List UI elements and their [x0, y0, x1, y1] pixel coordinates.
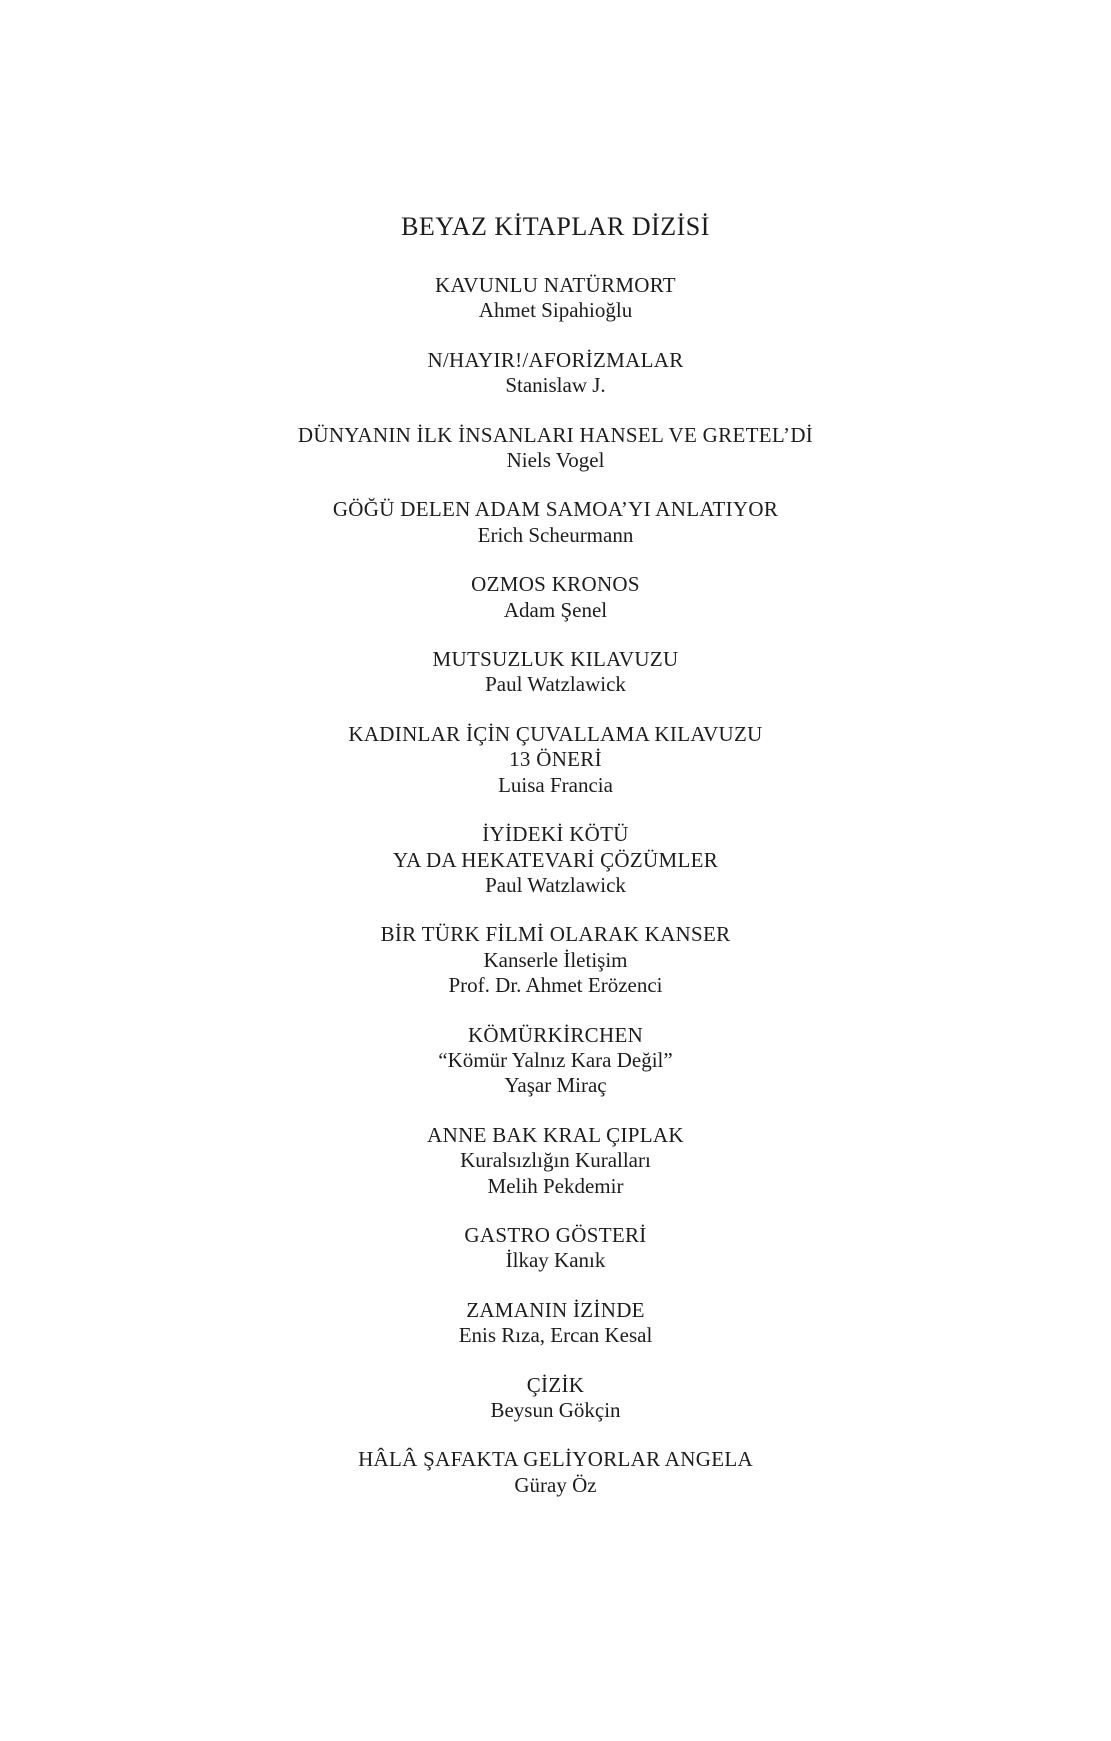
book-title: ÇİZİK	[526, 1372, 585, 1397]
series-title: BEYAZ KİTAPLAR DİZİSİ	[401, 212, 710, 241]
book-entry	[0, 497, 1111, 548]
book-author: Luisa Francia	[498, 772, 613, 797]
book-title: YA DA HEKATEVARİ ÇÖZÜMLER	[392, 847, 719, 872]
book-author: Paul Watzlawick	[485, 672, 626, 697]
book-title: KÖMÜRKİRCHEN	[467, 1022, 644, 1047]
book-author: Adam Şenel	[503, 597, 608, 622]
book-entry	[0, 1298, 1111, 1349]
book-title: ANNE BAK KRAL ÇIPLAK	[427, 1122, 684, 1147]
book-title: BİR TÜRK FİLMİ OLARAK KANSER	[380, 922, 731, 947]
book-entry	[0, 348, 1111, 399]
book-author: Paul Watzlawick	[485, 872, 626, 897]
book-entry	[0, 1023, 1111, 1099]
book-title: 13 ÖNERİ	[509, 747, 602, 772]
book-entry	[0, 1223, 1111, 1274]
book-author: İlkay Kanık	[505, 1248, 606, 1273]
book-entry	[0, 922, 1111, 998]
book-title: MUTSUZLUK KILAVUZU	[432, 647, 679, 672]
book-entry	[0, 273, 1111, 324]
book-subtitle: Kuralsızlığın Kuralları	[460, 1148, 651, 1173]
book-entry	[0, 572, 1111, 623]
book-entry	[0, 423, 1111, 474]
book-author: Erich Scheurmann	[477, 522, 634, 547]
book-author: Stanislaw J.	[505, 373, 606, 398]
book-title: N/HAYIR!/AFORİZMALAR	[427, 347, 684, 372]
book-entry	[0, 647, 1111, 698]
book-author: Melih Pekdemir	[487, 1173, 624, 1198]
book-author: Ahmet Sipahioğlu	[478, 298, 633, 323]
book-author: Yaşar Miraç	[504, 1073, 607, 1098]
book-title: GÖĞÜ DELEN ADAM SAMOA’YI ANLATIYOR	[332, 497, 779, 522]
book-subtitle: “Kömür Yalnız Kara Değil”	[438, 1047, 673, 1072]
book-author: Niels Vogel	[506, 448, 605, 473]
book-entry	[0, 722, 1111, 798]
book-author: Güray Öz	[514, 1472, 597, 1497]
book-title: İYİDEKİ KÖTÜ	[482, 822, 629, 847]
book-entry	[0, 1373, 1111, 1424]
book-title: KADINLAR İÇİN ÇUVALLAMA KILAVUZU	[348, 721, 763, 746]
book-title: HÂLÂ ŞAFAKTA GELİYORLAR ANGELA	[358, 1447, 753, 1472]
book-author: Beysun Gökçin	[490, 1398, 621, 1422]
book-list	[0, 273, 1111, 1522]
book-entry	[0, 1123, 1111, 1199]
book-subtitle: Kanserle İletişim	[483, 947, 628, 972]
book-title: KAVUNLU NATÜRMORT	[435, 273, 676, 297]
book-title: OZMOS KRONOS	[471, 572, 640, 597]
book-entry	[0, 1447, 1111, 1498]
book-entry	[0, 822, 1111, 898]
book-author: Prof. Dr. Ahmet Erözenci	[448, 973, 663, 998]
book-title: GASTRO GÖSTERİ	[464, 1222, 647, 1247]
book-title: DÜNYANIN İLK İNSANLARI HANSEL VE GRETEL’Dİ	[297, 422, 814, 447]
book-author: Enis Rıza, Ercan Kesal	[458, 1323, 653, 1348]
book-title: ZAMANIN İZİNDE	[466, 1297, 645, 1322]
